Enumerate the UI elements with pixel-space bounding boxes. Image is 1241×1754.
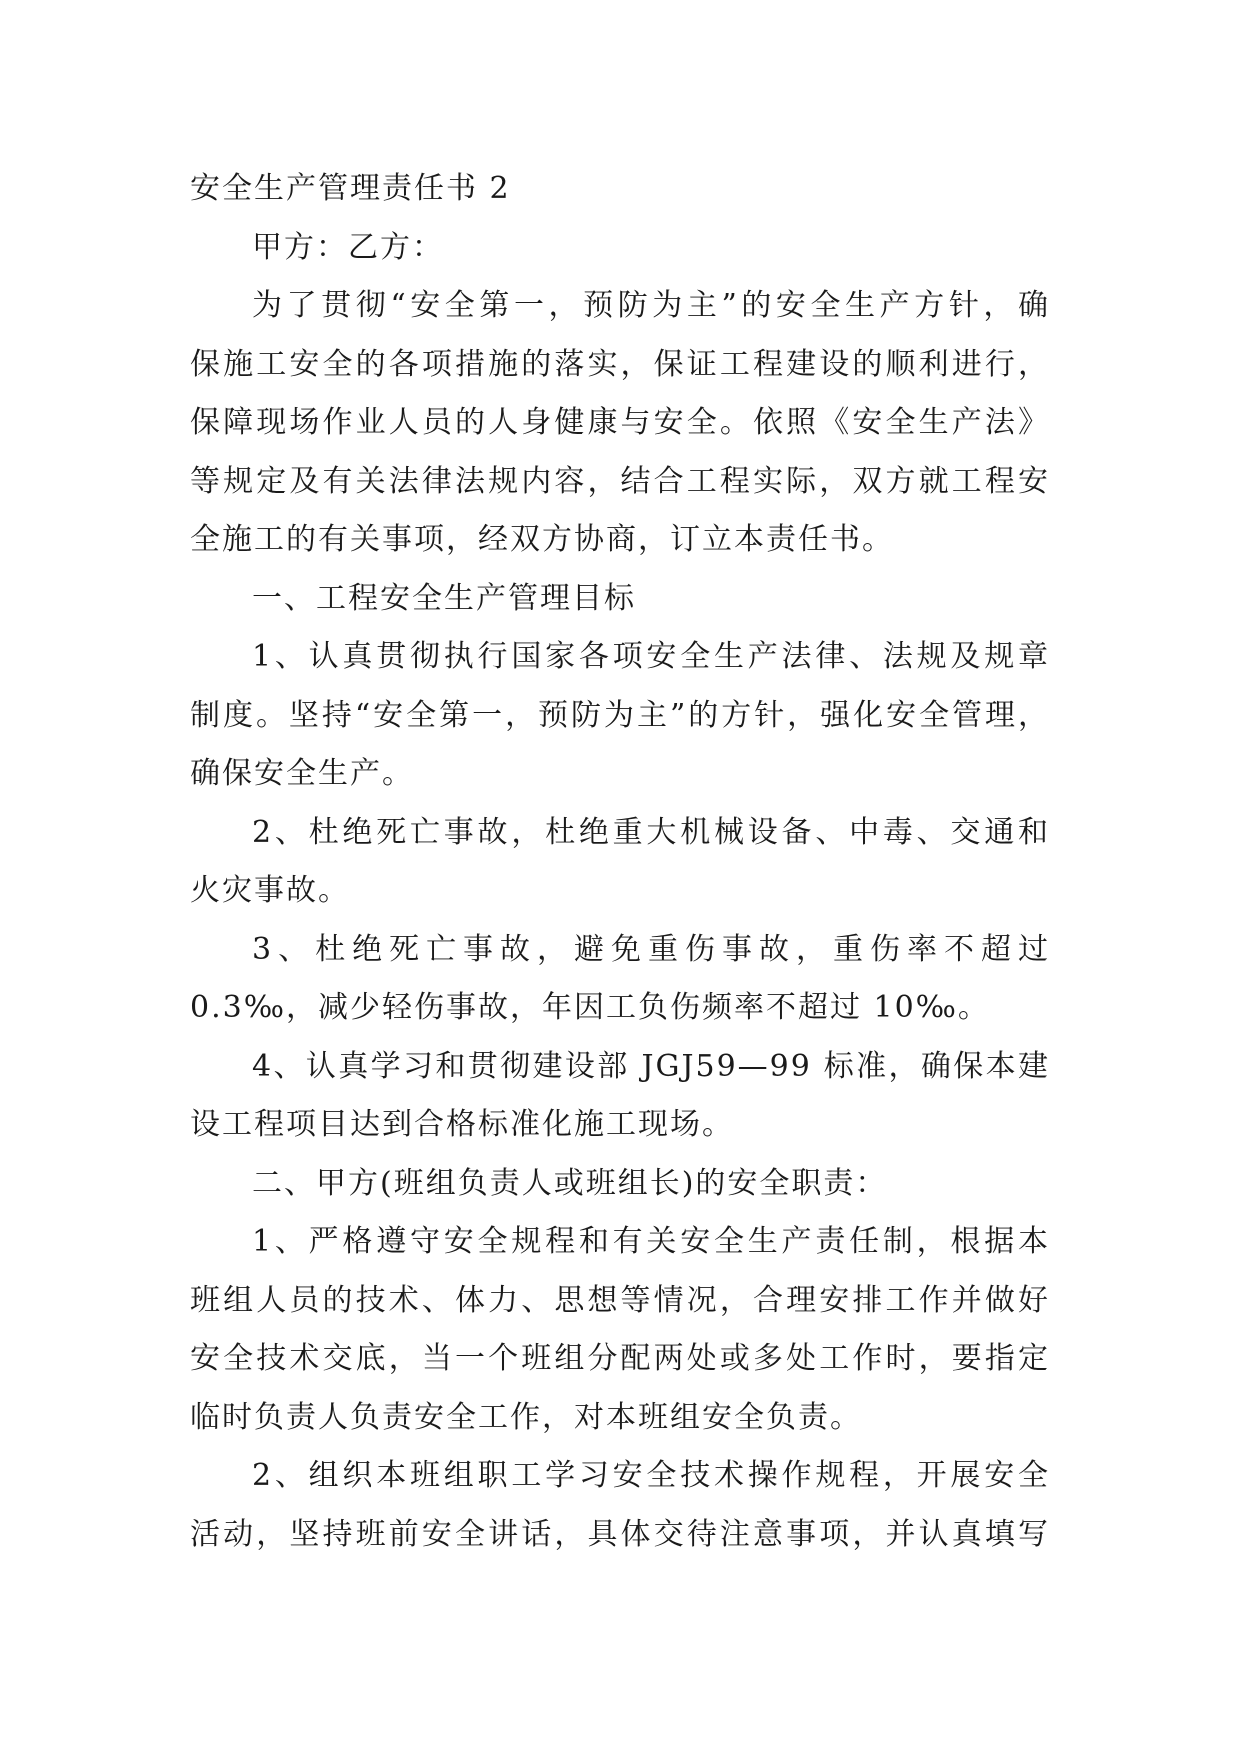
paragraph-line: 0.3‰，减少轻伤事故，年因工负伤频率不超过 10‰。: [190, 990, 990, 1025]
section-heading: 一、工程安全生产管理目标: [252, 580, 636, 616]
party-line: 甲方：乙方：: [252, 229, 444, 265]
paragraph-line: 4、认真学习和贯彻建设部 JGJ59—99 标准，确保本建: [252, 1048, 1050, 1084]
paragraph-line: 火灾事故。: [190, 873, 350, 908]
paragraph-line: 1、认真贯彻执行国家各项安全生产法律、法规及规章: [252, 639, 1050, 674]
paragraph-line: 等规定及有关法律法规内容，结合工程实际，双方就工程安: [190, 463, 1050, 499]
paragraph-line: 2、组织本班组职工学习安全技术操作规程，开展安全: [252, 1458, 1050, 1493]
paragraph-line: 确保安全生产。: [190, 756, 414, 791]
paragraph-line: 活动，坚持班前安全讲话，具体交待注意事项，并认真填写: [190, 1516, 1050, 1552]
document-title: 安全生产管理责任书 2: [190, 171, 511, 206]
paragraph-line: 2、杜绝死亡事故，杜绝重大机械设备、中毒、交通和: [252, 814, 1050, 850]
paragraph-line: 制度。坚持“安全第一，预防为主”的方针，强化安全管理，: [190, 697, 1050, 733]
paragraph-line: 安全技术交底，当一个班组分配两处或多处工作时，要指定: [190, 1341, 1050, 1376]
document-body: [190, 160, 1050, 1564]
paragraph-line: 1、严格遵守安全规程和有关安全生产责任制，根据本: [252, 1224, 1050, 1259]
paragraph-line: 保障现场作业人员的人身健康与安全。依照《安全生产法》: [190, 405, 1050, 440]
section-heading: 二、甲方(班组负责人或班组长)的安全职责：: [252, 1165, 888, 1201]
paragraph-line: 班组人员的技术、体力、思想等情况，合理安排工作并做好: [190, 1282, 1050, 1318]
paragraph-line: 保施工安全的各项措施的落实，保证工程建设的顺利进行，: [190, 346, 1050, 382]
paragraph-line: 设工程项目达到合格标准化施工现场。: [190, 1107, 734, 1142]
paragraph-line: 全施工的有关事项，经双方协商，订立本责任书。: [190, 522, 894, 557]
paragraph-line: 3、杜绝死亡事故，避免重伤事故，重伤率不超过: [252, 931, 1050, 967]
paragraph-line: 为了贯彻“安全第一，预防为主”的安全生产方针，确: [252, 288, 1050, 323]
paragraph-line: 临时负责人负责安全工作，对本班组安全负责。: [190, 1399, 862, 1435]
